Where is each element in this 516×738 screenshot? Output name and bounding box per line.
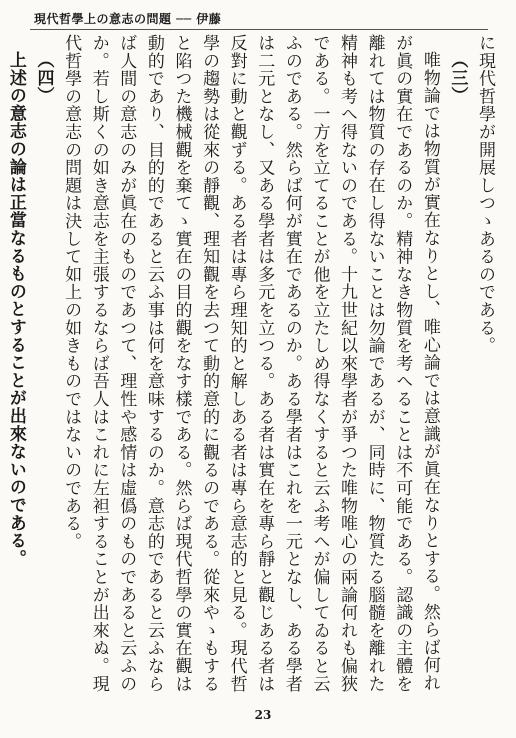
paragraph-intro-continuation: に現代哲學が開展しつゝあるのである。	[475, 34, 495, 355]
running-head: 現代哲學上の意志の問題 ── 伊藤	[34, 12, 222, 26]
page-number: 23	[254, 708, 272, 722]
body-text-column	[5, 34, 498, 694]
paragraph-section-3: 唯物論では物質が實在なりとし、唯心論では意識が眞在なりとする。然らば何れが眞の實在であるのか。精神なき物質を考へることは不可能である。認識の主體を離れては物質の存在し得ないことは勿論であるが、同時に、物質たる腦髓を離れた精神も考へ得ないのである。十九世紀以來學者が爭つた唯物唯心の兩論何れも偏狹である。一方を立てることが他を立たしめ得なくすると云ふ考へが偏してゐると云ふのである。然らば何が實在であるのか。ある學者はこれを一元となし、ある學者は二元となし、又ある學者は多元を立つる。ある者は實在を專ら靜と觀じある者は反對に動と觀ずる。ある者は專ら理知的と解しある者は專ら意志的と見る。現代哲學の趨勢は從來の靜觀、理知觀を去つて動的意的に觀るのである。從來やゝもすると陷つた機械觀を棄てゝ實在の目的觀をなす樣である。然らば現代哲學の實在觀は動的であり、目的的であると云ふ事は何を意味するのか。意志的であると云ふならば人間の意志のみが眞在のものであつて、理性や感情は虛僞のものであると云ふのか。若し斯くの如き意志を主張するならば吾人はこれに左袒することが出來ぬ。現代哲學の意志の問題は決して如上の如きものではないのである。	[61, 34, 440, 693]
section-heading-4: （四）	[33, 51, 54, 105]
paragraph-section-4: 上述の意志の論は正當なるものとすることが出來ないのである。	[5, 51, 26, 568]
section-heading-3: （三）	[447, 51, 468, 105]
header-rule	[30, 29, 488, 30]
